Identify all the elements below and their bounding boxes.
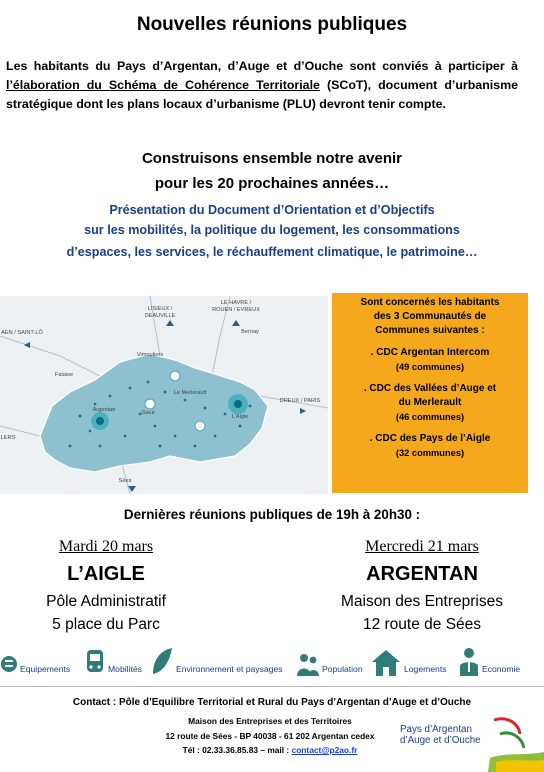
equipment-icon — [0, 644, 18, 678]
meeting-date: Mardi 20 mars — [58, 538, 154, 555]
themes-bar — [0, 644, 544, 682]
logo-text: Pays d’Argentan d’Auge et d’Ouche — [400, 724, 481, 746]
contact-email-link[interactable]: contact@p2ao.fr — [291, 745, 358, 755]
map-label-bernay: Bernay — [241, 329, 259, 335]
theme-environnement: Environnement et paysages — [150, 644, 283, 678]
theme-logements: Logements — [370, 644, 447, 678]
map-label-argentan: Argentan — [92, 407, 116, 413]
map-label-caen: AEN / SAINT-LÔ — [1, 330, 43, 336]
presentation-line-2: sur les mobilités, la politique du logement, les consommations — [84, 223, 460, 237]
slogan-line-1: Construisons ensemble notre avenir — [141, 150, 403, 167]
map-label-dreux: DREUX / PARIS — [279, 398, 321, 404]
schedule-heading: Dernières réunions publiques de 19h à 20h30 : — [123, 507, 421, 522]
intro-paragraph: Les habitants du Pays d’Argentan, d’Auge et d’Ouche sont conviés à participer à l’élaboration du Schéma de Cohérence Territoriale (SCoT), document d’urbanisme stratégique dont les plans locaux d’urbanisme (PLU) devront tenir compte. — [6, 59, 519, 111]
contact-line-1: Maison des Entreprises et des Territoires — [188, 716, 352, 726]
communities-box — [332, 293, 528, 493]
meeting-laigle — [6, 538, 206, 634]
meeting-address: 5 place du Parc — [52, 616, 160, 633]
map-label-vimoutiers: Vimoutiers — [136, 352, 164, 358]
contact-title: Contact : Pôle d’Equilibre Territorial et Rural du Pays d’Argentan d’Auge et d’Ouche — [72, 697, 472, 708]
meeting-address: 12 route de Sées — [362, 616, 482, 633]
slogan-line-2: pour les 20 prochaines années… — [154, 175, 390, 192]
map-label-lers: LERS — [0, 435, 16, 441]
logo-graphic — [396, 712, 544, 772]
map-label-lehavre: LE HAVRE / — [220, 300, 252, 306]
meeting-argentan — [312, 538, 532, 634]
meeting-city: ARGENTAN — [366, 563, 478, 585]
cdc-item-argentan: . CDC Argentan Intercom (49 communes) — [370, 347, 490, 372]
box-head: Sont concernés les habitants des 3 Communautés de Communes suivantes : — [360, 297, 500, 336]
meeting-date: Mercredi 21 mars — [365, 538, 479, 555]
map-label-deauville: DEAUVILLE — [144, 313, 176, 319]
map-label-sees: Sées — [118, 478, 132, 484]
theme-equipements: Equipements — [0, 644, 70, 678]
territory-map — [0, 296, 328, 494]
meeting-place: Maison des Entreprises — [341, 593, 503, 610]
cdc-item-vallees: . CDC des Vallées d’Auge et du Merlerault (46 communes) — [363, 383, 497, 422]
contact-line-2: 12 route de Sées - BP 40038 - 61 202 Argentan cedex — [165, 731, 375, 741]
page-title: Nouvelles réunions publiques — [136, 14, 408, 35]
theme-mobilites: Mobilités — [84, 644, 142, 678]
pays-logo — [396, 712, 544, 772]
map-label-gace: Gacé — [141, 410, 155, 416]
scot-link-text: l’élaboration du Schéma de Cohérence Territoriale — [6, 78, 320, 92]
map-label-falaise: Falaise — [54, 372, 74, 378]
theme-population: Population — [296, 644, 363, 678]
meeting-place: Pôle Administratif — [46, 593, 166, 610]
presentation-line-1: Présentation du Document d’Orientation et d’Objectifs — [109, 203, 435, 217]
map-label-lisieux: LISIEUX / — [147, 306, 173, 312]
map-label-rouen: ROUEN / EVREUX — [212, 307, 260, 313]
cdc-item-aigle: . CDC des Pays de l’Aigle (32 communes) — [369, 433, 491, 458]
presentation-line-3: d’espaces, les services, le réchauffement climatique, le patrimoine… — [66, 245, 478, 259]
people-icon — [296, 644, 320, 678]
map-label-merlerault: Le Merlerault — [173, 390, 207, 396]
house-icon — [370, 644, 402, 678]
train-icon — [84, 644, 106, 678]
leaf-icon — [150, 644, 174, 678]
meeting-city: L’AIGLE — [67, 563, 145, 585]
map-label-laigle: L'Aigle — [231, 414, 249, 420]
contact-line-3: Tél : 02.33.36.85.83 – mail : contact@p2ao.fr — [182, 745, 358, 755]
divider — [0, 686, 544, 687]
theme-economie: Economie — [458, 644, 520, 678]
businessman-icon — [458, 644, 480, 678]
